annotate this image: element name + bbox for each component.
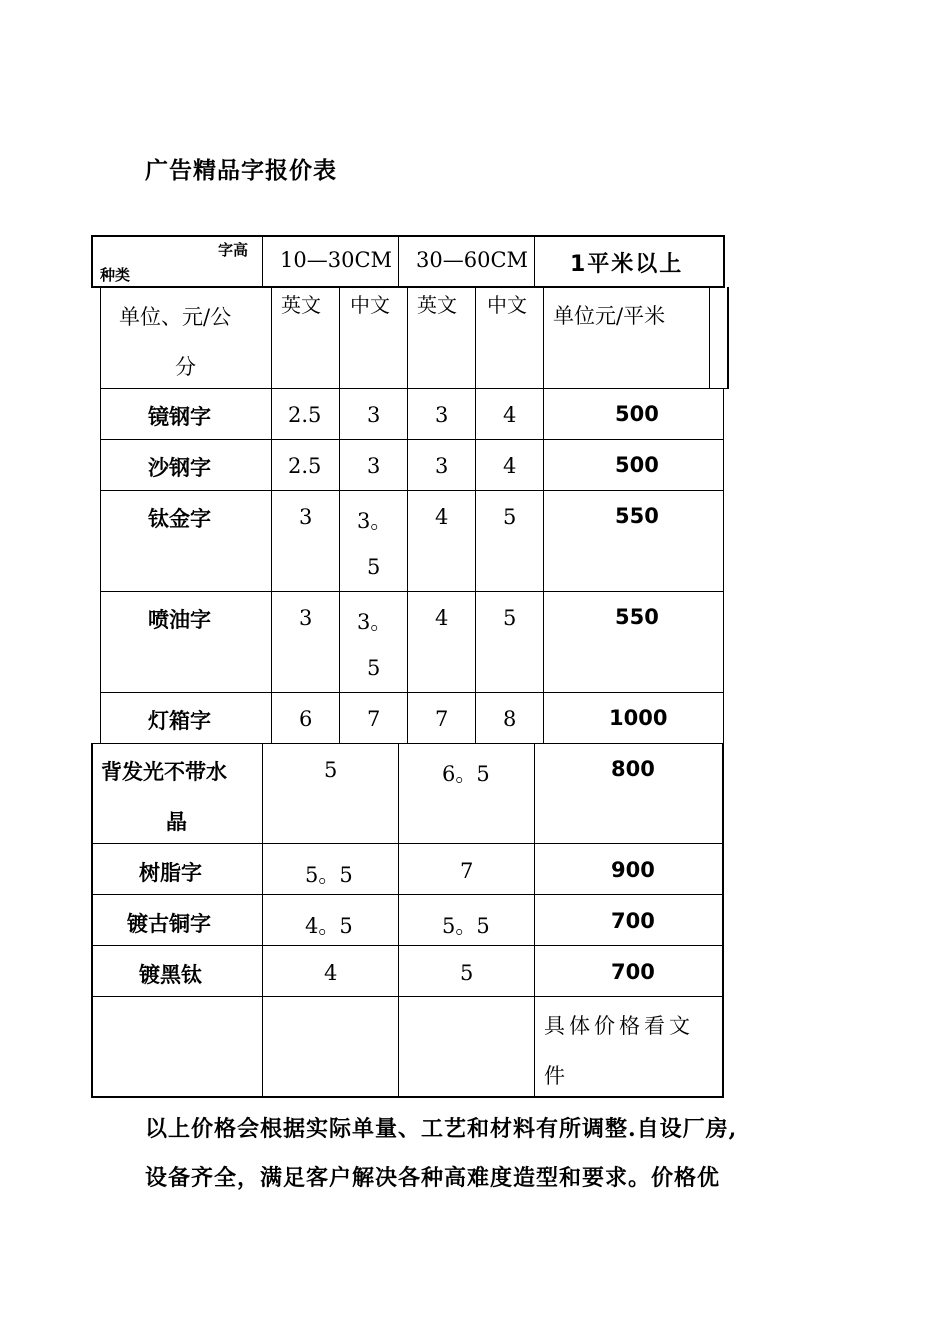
cell: 2.5 <box>288 454 322 478</box>
unit-label: 单位、元/公 <box>119 305 232 329</box>
price-cell: 700 <box>611 909 655 933</box>
sub-en-2: 英文 <box>417 293 457 317</box>
row-name: 背发光不带水 <box>101 760 227 784</box>
unit-label-cont: 分 <box>175 355 196 379</box>
price-cell: 900 <box>611 858 655 882</box>
row-name: 灯箱字 <box>148 709 211 733</box>
note-text: 具体价格看文 <box>544 1014 694 1038</box>
price-cell: 1000 <box>609 706 668 730</box>
row-name: 树脂字 <box>139 861 202 885</box>
row-name: 镜钢字 <box>148 405 211 429</box>
cell: 3 <box>367 454 381 478</box>
price-cell: 800 <box>611 757 655 781</box>
corner-label-bottom: 种类 <box>100 266 131 284</box>
cell: 4 <box>503 403 517 427</box>
cell: 7 <box>460 859 474 883</box>
price-cell: 550 <box>615 605 659 629</box>
cell: 5。5 <box>305 863 353 887</box>
row-name: 钛金字 <box>148 507 211 531</box>
row-name-cont: 晶 <box>166 810 187 834</box>
header-col-10-30: 10—30CM <box>280 248 393 272</box>
cell: 3 <box>435 403 449 427</box>
cell: 5 <box>367 656 381 680</box>
price-cell: 700 <box>611 960 655 984</box>
unit-sqm-label: 单位元/平米 <box>553 304 666 328</box>
cell: 4 <box>435 606 449 630</box>
note-text-cont: 件 <box>544 1064 565 1088</box>
cell: 3 <box>435 454 449 478</box>
cell: 3。 <box>357 509 392 533</box>
header-col-sqm: 1平米以上 <box>570 252 684 277</box>
price-cell: 500 <box>615 453 659 477</box>
sub-cn-2: 中文 <box>487 293 527 317</box>
sub-en-1: 英文 <box>281 293 321 317</box>
row-name: 镀黑钛 <box>139 963 202 987</box>
cell: 7 <box>435 707 449 731</box>
cell: 6。5 <box>442 762 490 786</box>
corner-label-top: 字高 <box>218 241 249 259</box>
row-name: 镀古铜字 <box>127 912 211 936</box>
body-paragraph-line1: 以上价格会根据实际单量、工艺和材料有所调整.自设厂房, <box>145 1116 738 1142</box>
cell: 3。 <box>357 610 392 634</box>
cell: 7 <box>367 707 381 731</box>
cell: 5 <box>367 555 381 579</box>
cell: 3 <box>299 606 313 630</box>
cell: 3 <box>299 505 313 529</box>
row-name: 喷油字 <box>148 608 211 632</box>
body-paragraph-line2: 设备齐全，满足客户解决各种高难度造型和要求。价格优 <box>145 1165 721 1191</box>
header-col-30-60: 30—60CM <box>416 248 529 272</box>
cell: 4 <box>503 454 517 478</box>
price-cell: 550 <box>615 504 659 528</box>
row-name: 沙钢字 <box>148 456 211 480</box>
sub-cn-1: 中文 <box>350 293 390 317</box>
cell: 2.5 <box>288 403 322 427</box>
cell: 4 <box>435 505 449 529</box>
cell: 5 <box>503 606 517 630</box>
cell: 5 <box>324 758 338 782</box>
cell: 5 <box>503 505 517 529</box>
cell: 4 <box>324 961 338 985</box>
price-cell: 500 <box>615 402 659 426</box>
cell: 5 <box>460 961 474 985</box>
cell: 3 <box>367 403 381 427</box>
cell: 6 <box>299 707 313 731</box>
cell: 5。5 <box>442 914 490 938</box>
cell: 8 <box>503 707 517 731</box>
page-title: 广告精品字报价表 <box>145 158 337 184</box>
cell: 4。5 <box>305 914 353 938</box>
